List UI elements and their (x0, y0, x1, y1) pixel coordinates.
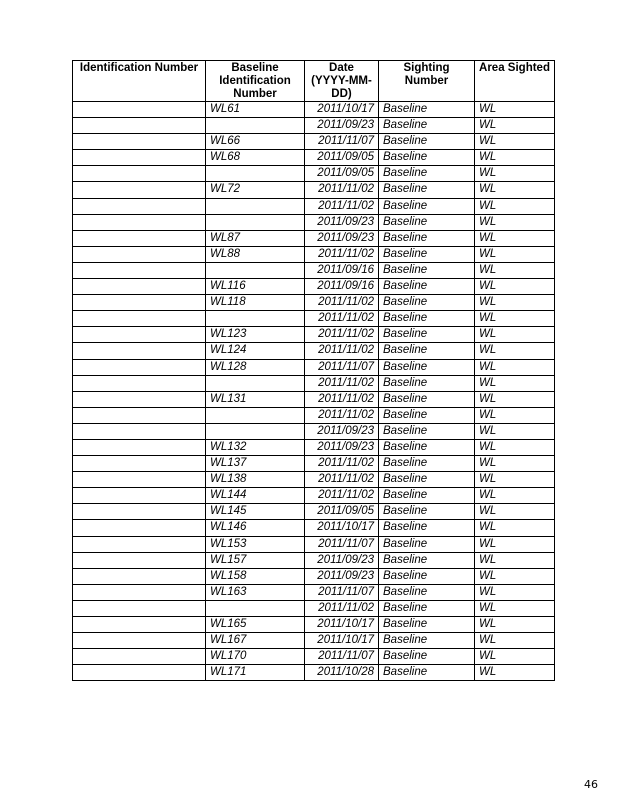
cell-identification-number (73, 584, 206, 600)
cell-identification-number (73, 520, 206, 536)
cell-date: 2011/11/02 (305, 456, 379, 472)
cell-baseline-identification-number: WL131 (206, 391, 305, 407)
table-row (73, 182, 555, 198)
cell-identification-number (73, 150, 206, 166)
cell-area-sighted: WL (475, 472, 555, 488)
cell-identification-number (73, 633, 206, 649)
table-row (73, 536, 555, 552)
table-row (73, 327, 555, 343)
cell-sighting-number: Baseline (379, 262, 475, 278)
cell-date: 2011/09/05 (305, 504, 379, 520)
cell-identification-number (73, 552, 206, 568)
cell-area-sighted: WL (475, 649, 555, 665)
cell-baseline-identification-number: WL157 (206, 552, 305, 568)
table-row (73, 600, 555, 616)
table-row (73, 649, 555, 665)
cell-date: 2011/09/23 (305, 552, 379, 568)
cell-identification-number (73, 649, 206, 665)
cell-baseline-identification-number: WL167 (206, 633, 305, 649)
cell-baseline-identification-number (206, 262, 305, 278)
cell-baseline-identification-number: WL132 (206, 439, 305, 455)
cell-baseline-identification-number: WL88 (206, 246, 305, 262)
cell-sighting-number: Baseline (379, 214, 475, 230)
cell-area-sighted: WL (475, 166, 555, 182)
cell-sighting-number: Baseline (379, 665, 475, 681)
cell-area-sighted: WL (475, 150, 555, 166)
cell-area-sighted: WL (475, 600, 555, 616)
table-row (73, 456, 555, 472)
cell-date: 2011/09/23 (305, 568, 379, 584)
cell-sighting-number: Baseline (379, 182, 475, 198)
table-header-row (73, 61, 555, 102)
cell-date: 2011/11/02 (305, 407, 379, 423)
cell-sighting-number: Baseline (379, 568, 475, 584)
header-baseline-identification-number: Baseline Identification Number (206, 61, 305, 102)
cell-area-sighted: WL (475, 198, 555, 214)
cell-sighting-number: Baseline (379, 633, 475, 649)
cell-area-sighted: WL (475, 552, 555, 568)
cell-sighting-number: Baseline (379, 584, 475, 600)
table-row (73, 552, 555, 568)
cell-date: 2011/09/05 (305, 150, 379, 166)
cell-identification-number (73, 617, 206, 633)
cell-sighting-number: Baseline (379, 391, 475, 407)
cell-identification-number (73, 134, 206, 150)
table-row (73, 359, 555, 375)
cell-sighting-number: Baseline (379, 439, 475, 455)
cell-identification-number (73, 214, 206, 230)
cell-date: 2011/11/07 (305, 536, 379, 552)
cell-area-sighted: WL (475, 391, 555, 407)
cell-area-sighted: WL (475, 375, 555, 391)
table-row (73, 375, 555, 391)
cell-baseline-identification-number (206, 118, 305, 134)
cell-sighting-number: Baseline (379, 488, 475, 504)
cell-sighting-number: Baseline (379, 407, 475, 423)
cell-date: 2011/11/02 (305, 327, 379, 343)
table-row (73, 230, 555, 246)
cell-baseline-identification-number: WL170 (206, 649, 305, 665)
cell-identification-number (73, 246, 206, 262)
cell-date: 2011/11/02 (305, 198, 379, 214)
cell-sighting-number: Baseline (379, 343, 475, 359)
cell-area-sighted: WL (475, 295, 555, 311)
cell-area-sighted: WL (475, 456, 555, 472)
cell-date: 2011/10/17 (305, 520, 379, 536)
cell-identification-number (73, 456, 206, 472)
table-row (73, 665, 555, 681)
cell-date: 2011/11/02 (305, 375, 379, 391)
table-row (73, 150, 555, 166)
cell-date: 2011/11/02 (305, 343, 379, 359)
cell-sighting-number: Baseline (379, 295, 475, 311)
cell-identification-number (73, 118, 206, 134)
cell-sighting-number: Baseline (379, 649, 475, 665)
table-row (73, 134, 555, 150)
cell-baseline-identification-number: WL72 (206, 182, 305, 198)
cell-sighting-number: Baseline (379, 375, 475, 391)
table-row (73, 633, 555, 649)
cell-sighting-number: Baseline (379, 536, 475, 552)
cell-baseline-identification-number: WL171 (206, 665, 305, 681)
cell-area-sighted: WL (475, 665, 555, 681)
cell-area-sighted: WL (475, 311, 555, 327)
cell-area-sighted: WL (475, 230, 555, 246)
cell-identification-number (73, 279, 206, 295)
cell-sighting-number: Baseline (379, 327, 475, 343)
cell-sighting-number: Baseline (379, 311, 475, 327)
cell-sighting-number: Baseline (379, 166, 475, 182)
table-row (73, 198, 555, 214)
cell-baseline-identification-number (206, 407, 305, 423)
cell-identification-number (73, 536, 206, 552)
cell-area-sighted: WL (475, 182, 555, 198)
cell-area-sighted: WL (475, 214, 555, 230)
cell-area-sighted: WL (475, 118, 555, 134)
cell-date: 2011/09/23 (305, 118, 379, 134)
table-row (73, 407, 555, 423)
cell-baseline-identification-number: WL137 (206, 456, 305, 472)
cell-baseline-identification-number (206, 166, 305, 182)
cell-area-sighted: WL (475, 134, 555, 150)
cell-area-sighted: WL (475, 520, 555, 536)
table-row (73, 343, 555, 359)
cell-area-sighted: WL (475, 633, 555, 649)
cell-baseline-identification-number: WL66 (206, 134, 305, 150)
cell-sighting-number: Baseline (379, 617, 475, 633)
cell-date: 2011/11/02 (305, 488, 379, 504)
table-row (73, 102, 555, 118)
cell-area-sighted: WL (475, 407, 555, 423)
cell-baseline-identification-number (206, 600, 305, 616)
cell-baseline-identification-number (206, 311, 305, 327)
cell-date: 2011/09/16 (305, 262, 379, 278)
table-row (73, 568, 555, 584)
cell-sighting-number: Baseline (379, 520, 475, 536)
cell-baseline-identification-number (206, 198, 305, 214)
header-identification-number: Identification Number (73, 61, 206, 102)
table-row (73, 391, 555, 407)
cell-identification-number (73, 102, 206, 118)
cell-baseline-identification-number (206, 423, 305, 439)
cell-date: 2011/11/02 (305, 246, 379, 262)
cell-identification-number (73, 391, 206, 407)
table-row (73, 488, 555, 504)
cell-date: 2011/11/02 (305, 311, 379, 327)
table-row (73, 504, 555, 520)
cell-date: 2011/10/17 (305, 102, 379, 118)
cell-date: 2011/10/17 (305, 617, 379, 633)
cell-baseline-identification-number: WL124 (206, 343, 305, 359)
cell-baseline-identification-number: WL61 (206, 102, 305, 118)
cell-date: 2011/09/23 (305, 230, 379, 246)
cell-identification-number (73, 568, 206, 584)
cell-identification-number (73, 472, 206, 488)
cell-baseline-identification-number: WL153 (206, 536, 305, 552)
cell-baseline-identification-number: WL87 (206, 230, 305, 246)
cell-baseline-identification-number: WL128 (206, 359, 305, 375)
table-row (73, 520, 555, 536)
cell-sighting-number: Baseline (379, 150, 475, 166)
cell-date: 2011/09/05 (305, 166, 379, 182)
cell-baseline-identification-number: WL145 (206, 504, 305, 520)
cell-identification-number (73, 166, 206, 182)
cell-date: 2011/11/07 (305, 134, 379, 150)
cell-sighting-number: Baseline (379, 600, 475, 616)
cell-identification-number (73, 262, 206, 278)
cell-identification-number (73, 182, 206, 198)
cell-sighting-number: Baseline (379, 359, 475, 375)
cell-area-sighted: WL (475, 617, 555, 633)
cell-area-sighted: WL (475, 536, 555, 552)
cell-baseline-identification-number: WL116 (206, 279, 305, 295)
cell-area-sighted: WL (475, 262, 555, 278)
cell-date: 2011/09/23 (305, 214, 379, 230)
cell-date: 2011/11/02 (305, 391, 379, 407)
cell-sighting-number: Baseline (379, 552, 475, 568)
cell-date: 2011/09/16 (305, 279, 379, 295)
cell-area-sighted: WL (475, 488, 555, 504)
cell-baseline-identification-number: WL158 (206, 568, 305, 584)
cell-baseline-identification-number: WL144 (206, 488, 305, 504)
cell-identification-number (73, 504, 206, 520)
cell-area-sighted: WL (475, 584, 555, 600)
table-row (73, 118, 555, 134)
cell-area-sighted: WL (475, 359, 555, 375)
cell-area-sighted: WL (475, 568, 555, 584)
header-area-sighted: Area Sighted (475, 61, 555, 102)
cell-sighting-number: Baseline (379, 472, 475, 488)
cell-identification-number (73, 327, 206, 343)
table-row (73, 214, 555, 230)
table-row (73, 311, 555, 327)
cell-area-sighted: WL (475, 439, 555, 455)
cell-sighting-number: Baseline (379, 246, 475, 262)
cell-sighting-number: Baseline (379, 504, 475, 520)
cell-identification-number (73, 311, 206, 327)
cell-baseline-identification-number: WL118 (206, 295, 305, 311)
cell-date: 2011/10/17 (305, 633, 379, 649)
cell-date: 2011/11/02 (305, 295, 379, 311)
cell-identification-number (73, 423, 206, 439)
cell-baseline-identification-number: WL165 (206, 617, 305, 633)
cell-area-sighted: WL (475, 343, 555, 359)
cell-identification-number (73, 230, 206, 246)
cell-identification-number (73, 198, 206, 214)
sightings-table (72, 60, 555, 681)
cell-sighting-number: Baseline (379, 456, 475, 472)
cell-sighting-number: Baseline (379, 279, 475, 295)
cell-date: 2011/11/07 (305, 649, 379, 665)
cell-identification-number (73, 439, 206, 455)
cell-baseline-identification-number: WL146 (206, 520, 305, 536)
table-row (73, 423, 555, 439)
cell-area-sighted: WL (475, 423, 555, 439)
table-row (73, 262, 555, 278)
cell-area-sighted: WL (475, 102, 555, 118)
cell-date: 2011/11/07 (305, 584, 379, 600)
cell-date: 2011/09/23 (305, 423, 379, 439)
cell-date: 2011/11/02 (305, 182, 379, 198)
header-date: Date (YYYY-MM-DD) (305, 61, 379, 102)
table-row (73, 279, 555, 295)
table-row (73, 439, 555, 455)
cell-sighting-number: Baseline (379, 423, 475, 439)
table-row (73, 295, 555, 311)
cell-date: 2011/11/07 (305, 359, 379, 375)
cell-identification-number (73, 600, 206, 616)
cell-identification-number (73, 375, 206, 391)
cell-sighting-number: Baseline (379, 134, 475, 150)
table-row (73, 472, 555, 488)
cell-identification-number (73, 407, 206, 423)
table-row (73, 246, 555, 262)
cell-identification-number (73, 665, 206, 681)
cell-baseline-identification-number: WL123 (206, 327, 305, 343)
cell-identification-number (73, 295, 206, 311)
cell-area-sighted: WL (475, 279, 555, 295)
cell-baseline-identification-number (206, 214, 305, 230)
table-body (73, 102, 555, 681)
table-row (73, 617, 555, 633)
header-sighting-number: Sighting Number (379, 61, 475, 102)
cell-sighting-number: Baseline (379, 118, 475, 134)
cell-baseline-identification-number: WL138 (206, 472, 305, 488)
cell-area-sighted: WL (475, 246, 555, 262)
cell-identification-number (73, 359, 206, 375)
table-row (73, 166, 555, 182)
page-number: 46 (584, 778, 598, 791)
cell-sighting-number: Baseline (379, 102, 475, 118)
cell-baseline-identification-number: WL68 (206, 150, 305, 166)
cell-baseline-identification-number: WL163 (206, 584, 305, 600)
cell-date: 2011/11/02 (305, 600, 379, 616)
cell-sighting-number: Baseline (379, 198, 475, 214)
cell-date: 2011/11/02 (305, 472, 379, 488)
cell-baseline-identification-number (206, 375, 305, 391)
cell-identification-number (73, 488, 206, 504)
cell-area-sighted: WL (475, 504, 555, 520)
cell-area-sighted: WL (475, 327, 555, 343)
cell-sighting-number: Baseline (379, 230, 475, 246)
cell-date: 2011/09/23 (305, 439, 379, 455)
table-row (73, 584, 555, 600)
cell-identification-number (73, 343, 206, 359)
cell-date: 2011/10/28 (305, 665, 379, 681)
